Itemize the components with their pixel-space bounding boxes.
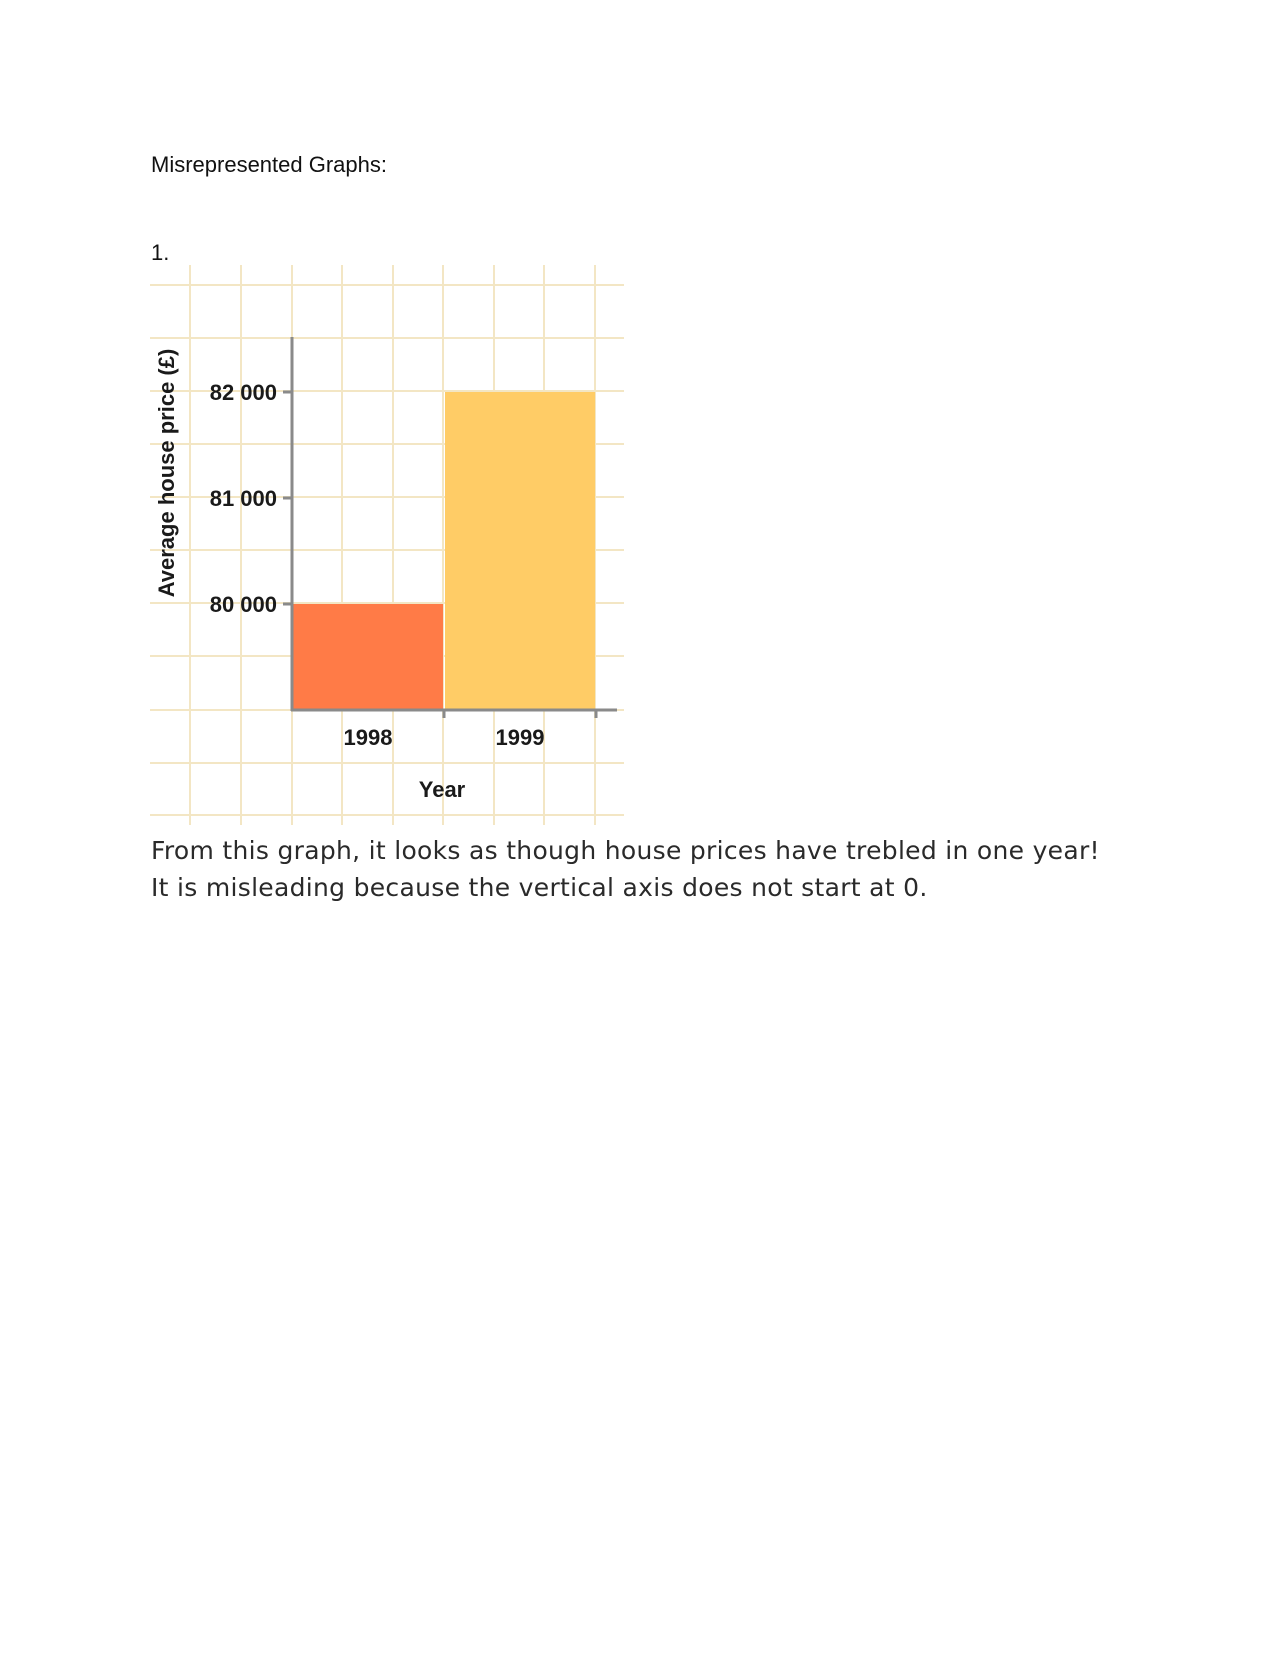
y-tick-label: 81 000 bbox=[209, 486, 277, 511]
y-tick-label: 82 000 bbox=[209, 380, 277, 405]
item-number: 1. bbox=[151, 240, 170, 265]
y-tick-label: 80 000 bbox=[209, 592, 277, 617]
y-axis-label: Average house price (£) bbox=[154, 348, 179, 598]
bar-1999 bbox=[445, 392, 595, 710]
x-tick-label-1998: 1998 bbox=[343, 725, 393, 750]
bar-1998 bbox=[293, 604, 443, 710]
x-axis-label: Year bbox=[418, 777, 466, 802]
chart-caption: From this graph, it looks as though house prices have trebled in one year! It is misleading because the vertical axis does not start at 0. bbox=[151, 836, 1100, 902]
x-tick-label-1999: 1999 bbox=[495, 725, 545, 750]
document-heading: Misrepresented Graphs: bbox=[151, 152, 387, 177]
misleading-bar-chart bbox=[150, 265, 624, 825]
chart-canvas bbox=[150, 265, 624, 825]
